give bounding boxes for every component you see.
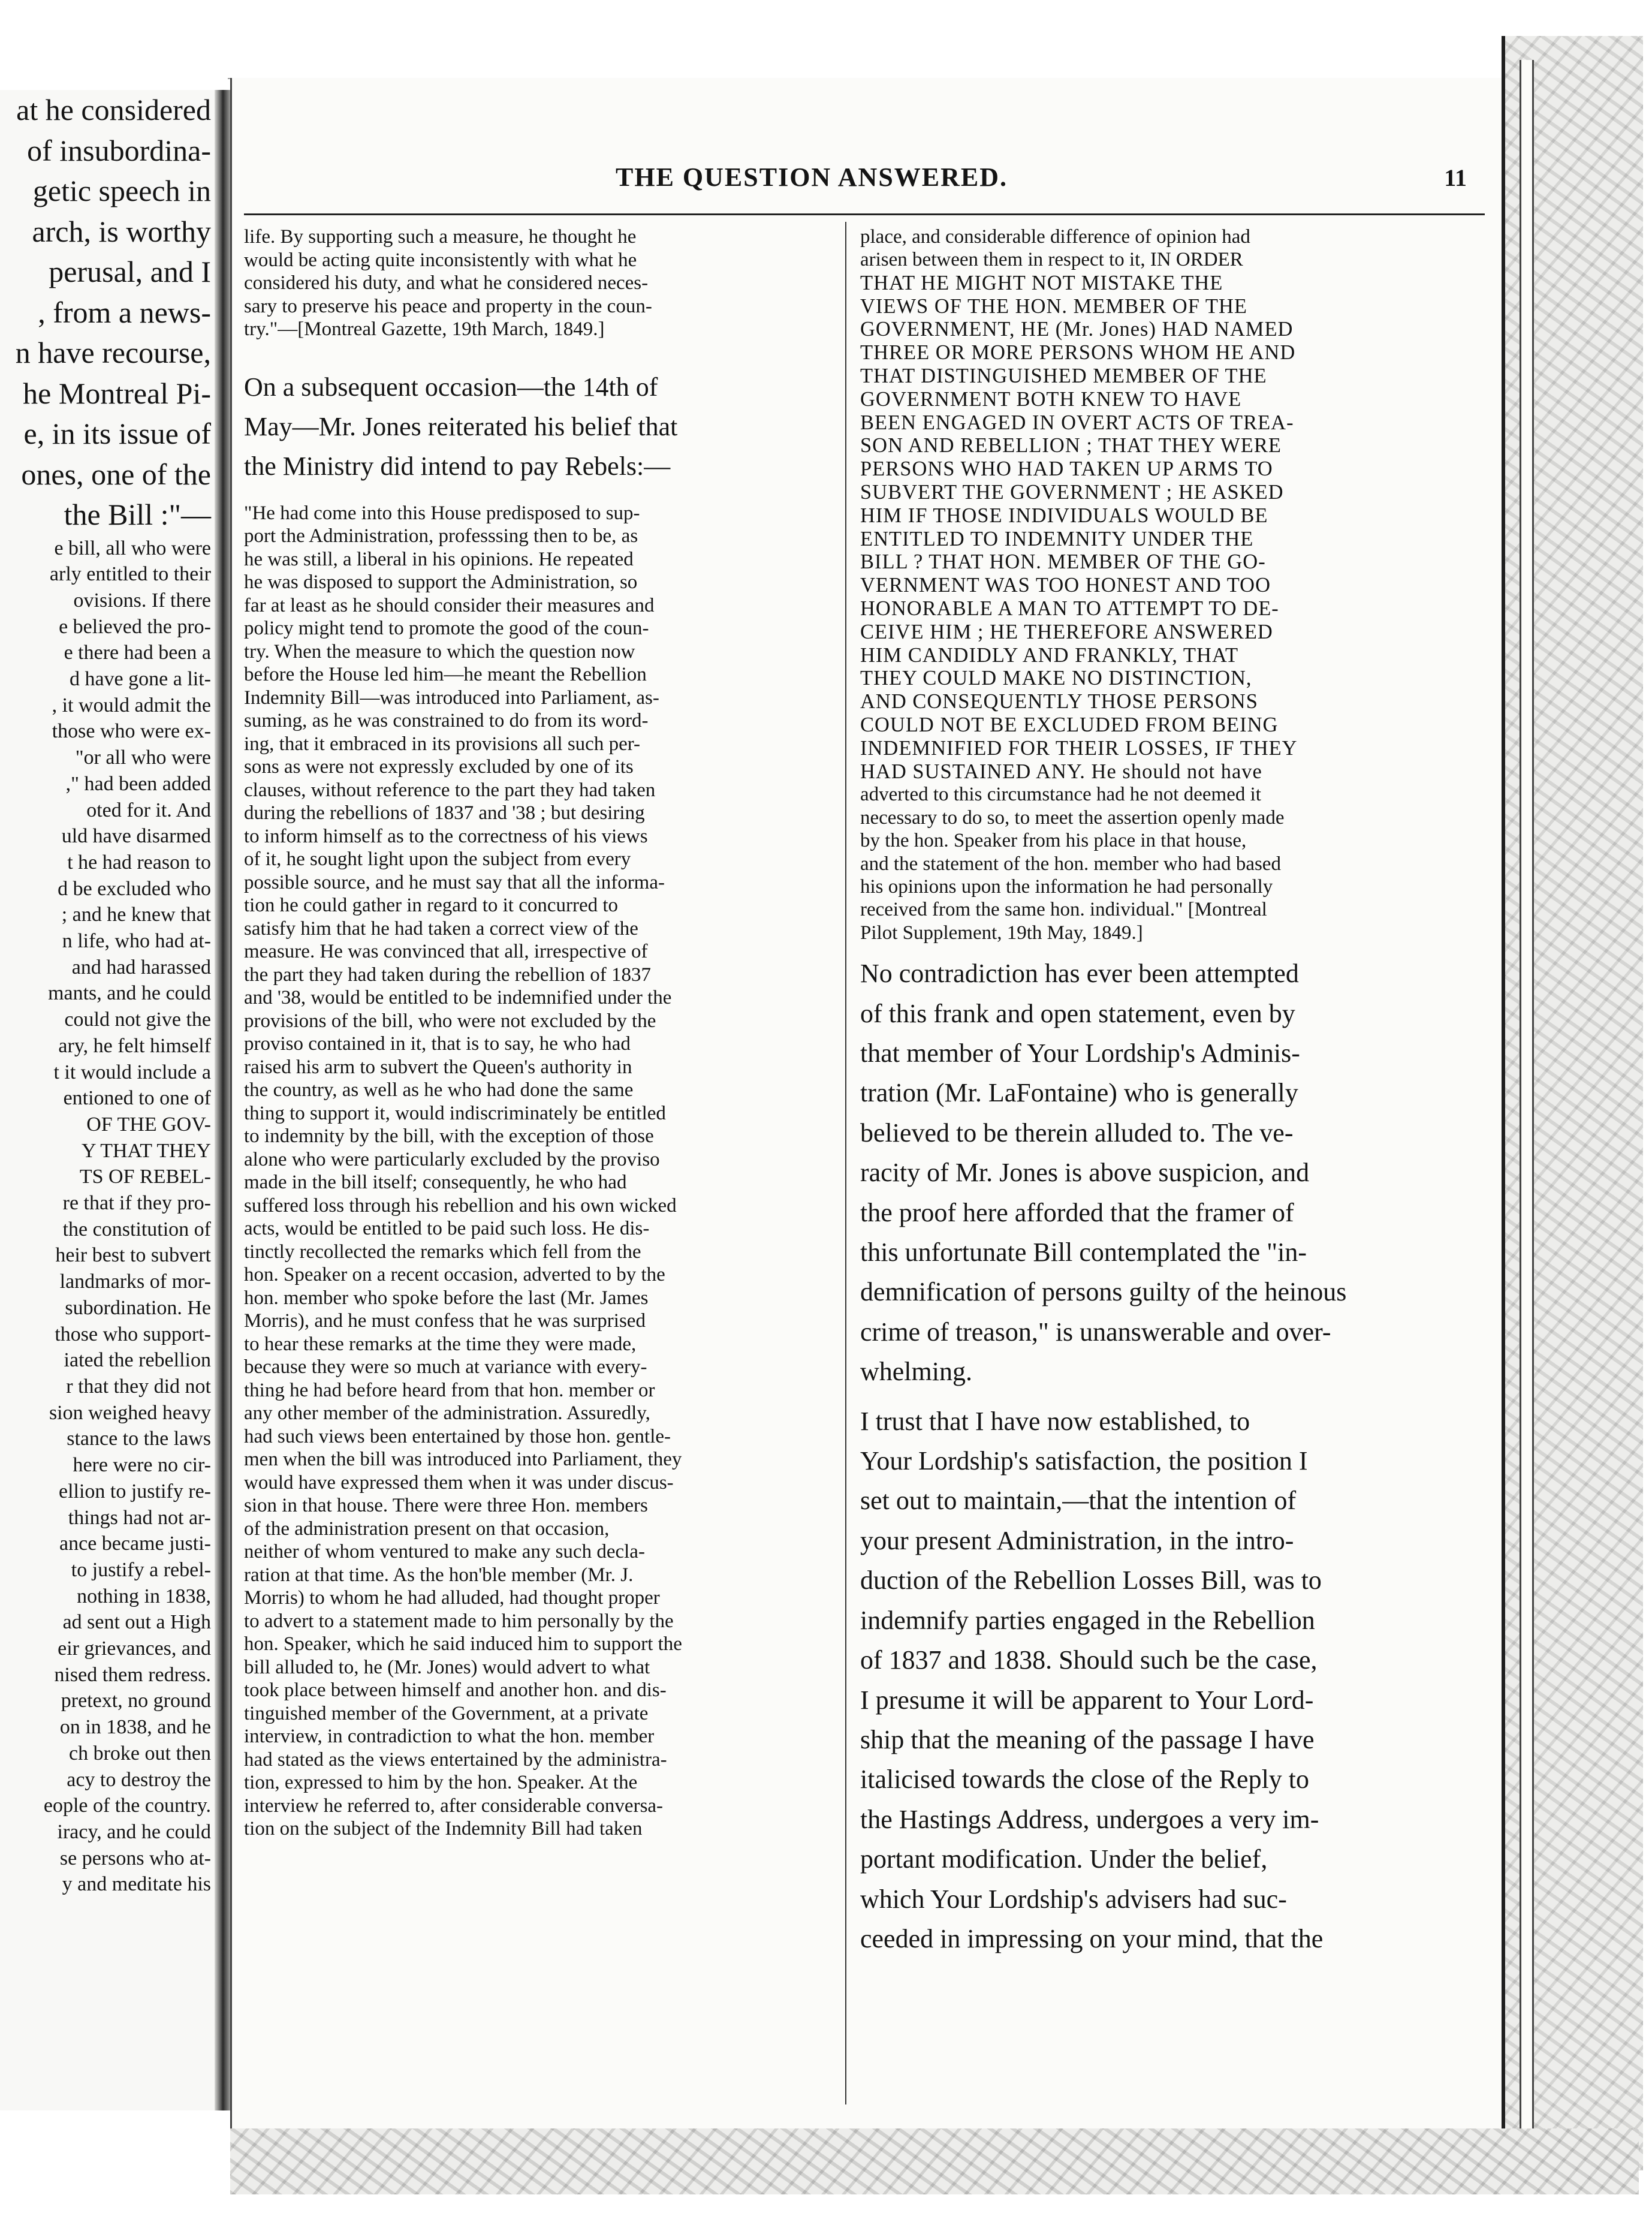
page-fold-shadow	[215, 90, 223, 2110]
text-line: e, in its issue of	[23, 417, 211, 450]
text-line: ance became justi-	[59, 1532, 211, 1555]
text-line: e there had been a	[64, 642, 211, 664]
text-line: and the statement of the hon. member who had based	[860, 853, 1281, 875]
text-line: HIM IF THOSE INDIVIDUALS WOULD BE	[860, 504, 1268, 527]
text-line: eir grievances, and	[58, 1637, 211, 1660]
text-line: No contradiction has ever been attempted	[860, 959, 1299, 989]
header-rule	[244, 213, 1485, 215]
text-line: measure. He was convinced that all, irrespective of	[244, 941, 648, 962]
text-line: believed to be therein alluded to. The ve-	[860, 1118, 1294, 1148]
text-line: tinctly recollected the remarks which fell from the	[244, 1241, 641, 1263]
text-line: to justify a rebel-	[71, 1558, 211, 1581]
text-line: d have gone a lit-	[69, 668, 211, 691]
text-line: portant modification. Under the belief,	[860, 1844, 1268, 1874]
text-line: May—Mr. Jones reiterated his belief that	[244, 411, 678, 441]
text-line: GOVERNMENT, HE (Mr. Jones) HAD NAMED	[860, 318, 1294, 341]
spacer	[244, 486, 834, 502]
text-line: arch, is worthy	[32, 214, 211, 248]
text-line: Indemnity Bill—was introduced into Parliament, as-	[244, 687, 659, 709]
text-line: tration (Mr. LaFontaine) who is generally	[860, 1078, 1298, 1108]
text-line: d be excluded who	[58, 877, 211, 900]
text-line: possible source, and he must say that all the informa-	[244, 871, 665, 893]
text-line: acts, would be entitled to be paid such loss. He dis-	[244, 1218, 650, 1239]
text-line: interview he referred to, after considerable conversa-	[244, 1795, 664, 1817]
text-line: iated the rebellion	[64, 1349, 211, 1372]
text-line: CEIVE HIM ; HE THEREFORE ANSWERED	[860, 620, 1273, 643]
text-line: the Bill :"—	[64, 498, 211, 531]
text-line: nothing in 1838,	[77, 1585, 211, 1607]
text-line: arisen between them in respect to it, IN ORDER	[860, 249, 1243, 271]
previous-page-text	[0, 90, 211, 1898]
text-line: the Hastings Address, undergoes a very im-	[860, 1804, 1319, 1834]
marbled-cover-edge	[1502, 36, 1643, 2170]
text-line: whelming.	[860, 1357, 972, 1387]
text-line: because they were so much at variance with every-	[244, 1356, 647, 1378]
text-line: on in 1838, and he	[59, 1716, 211, 1739]
text-line: r that they did not	[66, 1375, 211, 1398]
text-line: hon. Speaker, which he said induced him to support the	[244, 1633, 682, 1655]
text-line: OF THE GOV-	[86, 1113, 211, 1136]
quote-closing-citation	[860, 783, 1473, 944]
text-line: the Ministry did intend to pay Rebels:—	[244, 451, 671, 481]
text-line: hon. member who spoke before the last (Mr. James	[244, 1287, 649, 1309]
page-header	[616, 162, 1467, 192]
text-line: clauses, without reference to the part they had taken	[244, 779, 656, 801]
text-line: by the hon. Speaker from his place in that house,	[860, 830, 1247, 852]
right-column	[860, 225, 1473, 1959]
text-line: sion weighed heavy	[49, 1401, 211, 1424]
body-paragraph-i-trust	[860, 1402, 1473, 1959]
text-line: heir best to subvert	[55, 1244, 211, 1267]
text-line: the country, as well as he who had done the same	[244, 1079, 634, 1101]
column-rule	[845, 222, 846, 2104]
spacer	[244, 341, 834, 368]
text-line: acy to destroy the	[67, 1768, 211, 1791]
text-line: of insubordina-	[27, 133, 211, 167]
text-line: On a subsequent occasion—the 14th of	[244, 372, 658, 402]
text-line: THAT DISTINGUISHED MEMBER OF THE	[860, 365, 1267, 387]
text-line: considered his duty, and what he considered neces-	[244, 272, 649, 294]
text-line: oted for it. And	[86, 799, 211, 821]
text-line: necessary to do so, to meet the assertion openly made	[860, 806, 1285, 829]
text-line: stance to the laws	[67, 1428, 211, 1450]
text-line: VIEWS OF THE HON. MEMBER OF THE	[860, 294, 1247, 318]
text-line: ad sent out a High	[62, 1611, 211, 1634]
text-line: the constitution of	[62, 1218, 211, 1241]
previous-page-fragment	[0, 90, 223, 2110]
text-line: nised them redress.	[54, 1663, 211, 1686]
text-line: pretext, no ground	[61, 1690, 211, 1712]
text-line: suffered loss through his rebellion and his own wicked	[244, 1194, 677, 1217]
text-line: I trust that I have now established, to	[860, 1406, 1250, 1436]
text-line: SUBVERT THE GOVERNMENT ; HE ASKED	[860, 480, 1284, 504]
text-line: ones, one of the	[21, 457, 211, 491]
gazette-quote-ending	[244, 225, 834, 341]
text-line: of the administration present on that occasion,	[244, 1518, 610, 1540]
text-line: suming, as he was constrained to do from its word-	[244, 710, 649, 731]
body-paragraph-subsequent-occasion	[244, 368, 834, 486]
text-line: tion he could gather in regard to it concurred to	[244, 895, 619, 916]
text-line: Morris) to whom he had alluded, had thought proper	[244, 1587, 660, 1609]
text-line: proviso contained in it, that is to say, he who had	[244, 1033, 631, 1055]
text-line: had such views been entertained by those hon. gentle-	[244, 1425, 671, 1447]
quote-continuation	[860, 225, 1473, 272]
text-line: indemnify parties engaged in the Rebellion	[860, 1605, 1315, 1635]
text-line: that member of Your Lordship's Adminis-	[860, 1038, 1300, 1068]
text-line: BEEN ENGAGED IN OVERT ACTS OF TREA-	[860, 411, 1294, 434]
text-line: which Your Lordship's advisers had suc-	[860, 1884, 1287, 1914]
text-line: during the rebellions of 1837 and '38 ; but desiring	[244, 802, 645, 824]
text-line: provisions of the bill, who were not excluded by the	[244, 1010, 656, 1032]
text-line: getic speech in	[32, 174, 211, 207]
text-line: adverted to this circumstance had he not deemed it	[860, 784, 1261, 806]
text-line: of 1837 and 1838. Should such be the case,	[860, 1645, 1318, 1675]
text-line: ; and he knew that	[61, 904, 211, 926]
text-line: ship that the meaning of the passage I have	[860, 1724, 1315, 1754]
text-line: subordination. He	[65, 1296, 211, 1319]
text-line: THAT HE MIGHT NOT MISTAKE THE	[860, 271, 1223, 294]
book-page	[230, 78, 1503, 2128]
text-line: duction of the Rebellion Losses Bill, was to	[860, 1565, 1322, 1595]
text-line: of it, he sought light upon the subject from every	[244, 848, 631, 870]
text-line: t it would include a	[53, 1061, 211, 1083]
text-line: men when the bill was introduced into Parliament, they	[244, 1449, 682, 1470]
text-line: INDEMNIFIED FOR THEIR LOSSES, IF THEY	[860, 736, 1298, 760]
text-line: tion, expressed to him by the hon. Speaker. At the	[244, 1772, 638, 1793]
text-line: would have expressed them when it was under discus-	[244, 1471, 674, 1494]
capitalised-quote-passage	[860, 272, 1473, 784]
text-line: at he considered	[16, 93, 211, 127]
text-line: , it would admit the	[52, 694, 211, 716]
text-line: sary to preserve his peace and property in the coun-	[244, 295, 652, 317]
text-line: ellion to justify re-	[58, 1480, 211, 1503]
text-line: this unfortunate Bill contemplated the "in-	[860, 1238, 1307, 1267]
text-line: e believed the pro-	[59, 615, 211, 638]
text-line: tinguished member of the Government, at a private	[244, 1702, 649, 1724]
text-line: THEY COULD MAKE NO DISTINCTION,	[860, 667, 1252, 690]
text-line: your present Administration, in the intro-	[860, 1525, 1294, 1555]
text-line: re that if they pro-	[62, 1192, 211, 1215]
text-line: Y THAT THEY	[82, 1139, 211, 1162]
text-line: ceeded in impressing on your mind, that the	[860, 1923, 1324, 1953]
text-line: VERNMENT WAS TOO HONEST AND TOO	[860, 574, 1271, 597]
text-line: he was disposed to support the Administration, so	[244, 571, 638, 593]
text-line: life. By supporting such a measure, he thought he	[244, 226, 637, 248]
text-line: italicised towards the close of the Reply to	[860, 1765, 1310, 1795]
text-line: made in the bill itself; consequently, he who had	[244, 1172, 627, 1193]
text-line: tion on the subject of the Indemnity Bill had taken	[244, 1818, 643, 1839]
text-line: things had not ar-	[68, 1506, 211, 1529]
text-line: landmarks of mor-	[59, 1270, 211, 1293]
spacer	[860, 944, 1473, 954]
text-line: "He had come into this House predisposed to sup-	[244, 502, 640, 524]
spacer	[860, 1392, 1473, 1402]
text-line: those who support-	[55, 1323, 211, 1345]
text-line: demnification of persons guilty of the heinous	[860, 1277, 1347, 1307]
text-line: and had harassed	[71, 956, 211, 978]
text-line: here were no cir-	[73, 1454, 211, 1477]
text-line: racity of Mr. Jones is above suspicion, and	[860, 1158, 1310, 1188]
text-line: set out to maintain,—that the intention of	[860, 1486, 1297, 1516]
text-line: raised his arm to subvert the Queen's authority in	[244, 1056, 632, 1078]
text-line: those who were ex-	[52, 720, 211, 743]
text-line: PERSONS WHO HAD TAKEN UP ARMS TO	[860, 457, 1273, 481]
text-line: took place between himself and another hon. and dis-	[244, 1679, 667, 1701]
text-line: thing to support it, would indiscriminately be entitled	[244, 1102, 666, 1124]
text-line: had stated as the views entertained by the administra-	[244, 1748, 667, 1771]
text-line: arly entitled to their	[49, 563, 211, 586]
text-line: he was still, a liberal in his opinions. He repeated	[244, 548, 634, 570]
text-line: the part they had taken during the rebellion of 1837	[244, 964, 652, 986]
text-line: eople of the country.	[43, 1795, 211, 1817]
text-line: iracy, and he could	[57, 1820, 211, 1843]
text-line: of this frank and open statement, even by	[860, 998, 1295, 1028]
text-line: policy might tend to promote the good of the coun-	[244, 618, 649, 639]
text-line: GOVERNMENT BOTH KNEW TO HAVE	[860, 387, 1242, 411]
text-line: BILL ? THAT HON. MEMBER OF THE GO-	[860, 550, 1266, 574]
middle-column	[244, 225, 834, 1841]
text-line: bill alluded to, he (Mr. Jones) would advert to what	[244, 1656, 650, 1678]
text-line: n life, who had at-	[62, 930, 211, 953]
text-line: TS OF REBEL-	[79, 1166, 211, 1188]
text-line: alone who were particularly excluded by the proviso	[244, 1148, 660, 1170]
text-line: satisfy him that he had taken a correct view of the	[244, 917, 638, 940]
text-line: ch broke out then	[69, 1742, 211, 1765]
text-line: t he had reason to	[67, 851, 211, 874]
text-line: neither of whom ventured to make any such decla-	[244, 1541, 645, 1562]
jones-speech-quote	[244, 502, 834, 1841]
text-line: any other member of the administration. Assuredly,	[244, 1402, 650, 1424]
text-line: mants, and he could	[48, 982, 211, 1005]
text-line: Morris), and he must confess that he was surprised	[244, 1310, 646, 1332]
text-line: and '38, would be entitled to be indemnified under the	[244, 987, 672, 1008]
text-line: sons as were not expressly excluded by one of its	[244, 756, 634, 778]
text-line: ," had been added	[65, 772, 211, 795]
text-line: interview, in contradiction to what the hon. member	[244, 1726, 655, 1747]
running-title: THE QUESTION ANSWERED.	[616, 162, 1008, 192]
text-line: ENTITLED TO INDEMNITY UNDER THE	[860, 527, 1254, 550]
text-line: to inform himself as to the correctness of his views	[244, 825, 648, 847]
page-number: 11	[1444, 164, 1467, 191]
text-line: received from the same hon. individual." [Montreal	[860, 899, 1267, 921]
top-page-edge	[228, 36, 1642, 79]
text-line: Pilot Supplement, 19th May, 1849.]	[860, 922, 1143, 944]
text-line: "or all who were	[75, 746, 211, 769]
text-line: ration at that time. As the hon'ble member (Mr. J.	[244, 1564, 634, 1586]
text-line: would be acting quite inconsistently with what he	[244, 249, 637, 271]
marbled-bottom-edge	[230, 2128, 1639, 2194]
text-line: try."—[Montreal Gazette, 19th March, 1849.]	[244, 318, 605, 340]
text-line: THREE OR MORE PERSONS WHOM HE AND	[860, 341, 1296, 365]
text-line: AND CONSEQUENTLY THOSE PERSONS	[860, 690, 1258, 713]
text-line: n have recourse,	[15, 336, 211, 369]
text-line: the proof here afforded that the framer of	[860, 1197, 1294, 1227]
text-line: COULD NOT BE EXCLUDED FROM BEING	[860, 713, 1279, 736]
text-line: try. When the measure to which the question now	[244, 640, 635, 663]
text-line: HONORABLE A MAN TO ATTEMPT TO DE-	[860, 597, 1279, 620]
text-line: place, and considerable difference of opinion had	[860, 226, 1250, 248]
text-line: SON AND REBELLION ; THAT THEY WERE	[860, 434, 1282, 457]
text-line: e bill, all who were	[54, 537, 211, 559]
text-line: to indemnity by the bill, with the exception of those	[244, 1125, 654, 1147]
text-line: ary, he felt himself	[58, 1034, 211, 1057]
text-line: before the House led him—he meant the Rebellion	[244, 664, 647, 685]
body-paragraph-no-contradiction	[860, 954, 1473, 1392]
text-line: his opinions upon the information he had personally	[860, 875, 1273, 898]
text-line: HAD SUSTAINED ANY. He should not have	[860, 760, 1262, 783]
text-line: se persons who at-	[59, 1847, 211, 1869]
text-line: hon. Speaker on a recent occasion, adverted to by the	[244, 1264, 665, 1285]
text-line: could not give the	[64, 1008, 211, 1031]
text-line: ing, that it embraced in its provisions all such per-	[244, 733, 641, 755]
text-line: uld have disarmed	[61, 825, 211, 848]
text-line: y and meditate his	[62, 1873, 211, 1896]
text-line: far at least as he should consider their measures and	[244, 594, 655, 616]
text-line: to hear these remarks at the time they were made,	[244, 1333, 637, 1355]
text-line: he Montreal Pi-	[23, 376, 211, 410]
text-line: I presume it will be apparent to Your Lord-	[860, 1685, 1314, 1715]
text-line: port the Administration, professsing then to be, as	[244, 525, 638, 547]
previous-page-small-text	[0, 535, 211, 1898]
text-line: Your Lordship's satisfaction, the position I	[860, 1446, 1308, 1476]
previous-page-large-text	[0, 90, 211, 535]
text-line: perusal, and I	[49, 255, 211, 288]
text-line: , from a news-	[38, 295, 211, 329]
text-line: entioned to one of	[63, 1087, 211, 1110]
text-line: ovisions. If there	[73, 589, 211, 612]
text-line: thing he had before heard from that hon. member or	[244, 1379, 655, 1401]
text-line: HIM CANDIDLY AND FRANKLY, THAT	[860, 643, 1239, 667]
text-line: to advert to a statement made to him personally by the	[244, 1610, 674, 1632]
text-line: sion in that house. There were three Hon. members	[244, 1495, 648, 1516]
text-line: crime of treason," is unanswerable and over-	[860, 1317, 1331, 1347]
